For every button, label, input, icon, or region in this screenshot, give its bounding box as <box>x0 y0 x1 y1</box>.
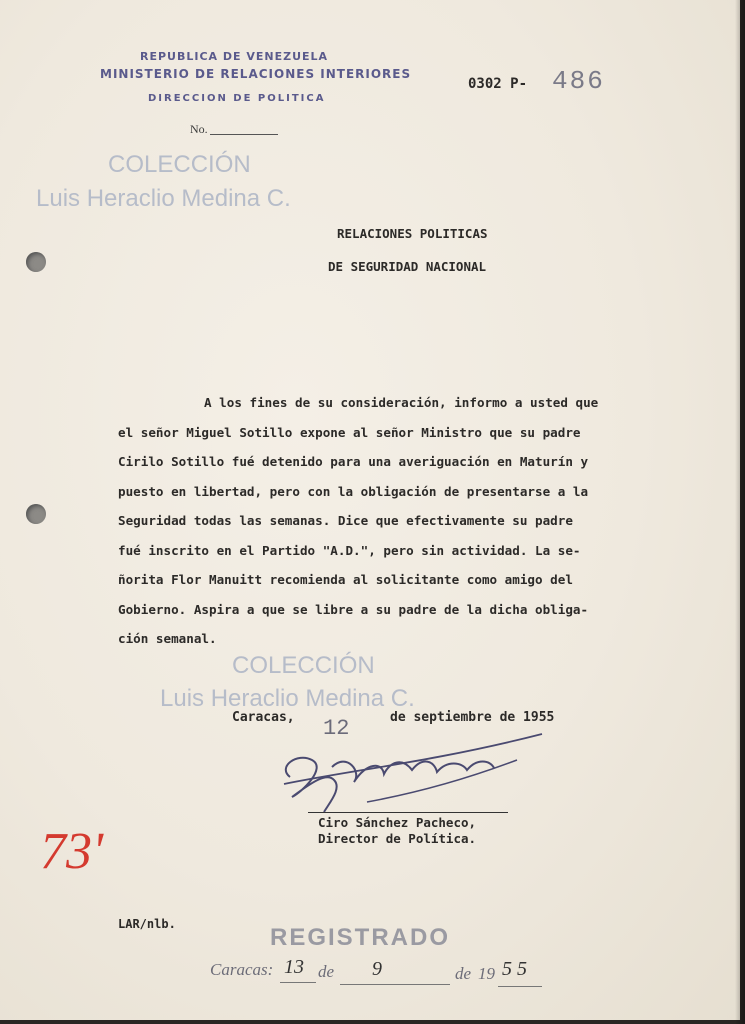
watermark-collection-top: COLECCIÓN <box>108 151 251 178</box>
punch-hole-bottom <box>26 504 46 524</box>
body-line: Cirilo Sotillo fué detenido para una averiguación en Maturín y <box>118 454 589 469</box>
registration-city: Caracas: <box>210 960 274 979</box>
body-line: el señor Miguel Sotillo expone al señor Ministro que su padre <box>118 424 581 440</box>
date-day: 12 <box>323 716 350 741</box>
body-line: Seguridad todas las semanas. Dice que efectivamente su padre <box>118 513 573 528</box>
body-line: ción semanal. <box>118 631 217 646</box>
punch-hole-top <box>26 252 46 272</box>
body-line: puesto en libertad, pero con la obligación de presentarse a la <box>118 483 589 499</box>
body-line: ñorita Flor Manuitt recomienda al solicitante como amigo del <box>118 572 573 587</box>
typist-initials: LAR/nlb. <box>118 917 176 931</box>
heading-line-2: DE SEGURIDAD NACIONAL <box>328 259 487 274</box>
registration-de-1: de <box>318 962 335 981</box>
registration-de-2: de <box>455 964 472 983</box>
registration-year-line <box>498 986 542 987</box>
stamp-ministry: MINISTERIO DE RELACIONES INTERIORES <box>100 67 412 81</box>
signatory-title: Director de Política. <box>318 831 477 846</box>
watermark-owner-bottom: Luis Heraclio Medina C. <box>160 685 415 712</box>
reference-number: 486 <box>552 66 605 96</box>
registration-day: 13 <box>284 956 304 978</box>
heading-line-1: RELACIONES POLITICAS <box>337 226 488 241</box>
registration-month-line <box>340 984 450 985</box>
watermark-collection-bottom: COLECCIÓN <box>232 652 375 679</box>
registration-month: 9 <box>372 958 382 980</box>
stamp-number-label: No. <box>190 122 208 136</box>
signature-scribble <box>272 722 562 817</box>
date-city: Caracas, <box>232 710 295 725</box>
date-month-year: de septiembre de 1955 <box>390 710 555 725</box>
stamp-number-line <box>210 134 278 135</box>
registration-day-line <box>280 982 316 983</box>
registration-year-suffix: 5 5 <box>502 958 527 980</box>
registration-year-prefix: 19 <box>478 964 495 983</box>
body-line: A los fines de su consideración, informo a usted que <box>204 395 599 410</box>
red-margin-mark: 73' <box>40 823 104 880</box>
letter-body <box>118 388 678 654</box>
signatory-name: Ciro Sánchez Pacheco, <box>318 815 477 830</box>
reference-code: 0302 P- <box>468 76 528 92</box>
signature-line <box>308 812 508 813</box>
watermark-owner-top: Luis Heraclio Medina C. <box>36 185 291 212</box>
stamp-direction: DIRECCION DE POLITICA <box>148 93 326 104</box>
body-line: Gobierno. Aspira a que se libre a su padre de la dicha obliga- <box>118 601 589 617</box>
registered-stamp: REGISTRADO <box>270 924 451 951</box>
page-edge-shadow <box>735 0 745 1024</box>
stamp-republic: REPUBLICA DE VENEZUELA <box>140 50 329 63</box>
body-line: fué inscrito en el Partido "A.D.", pero sin actividad. La se- <box>118 542 581 558</box>
